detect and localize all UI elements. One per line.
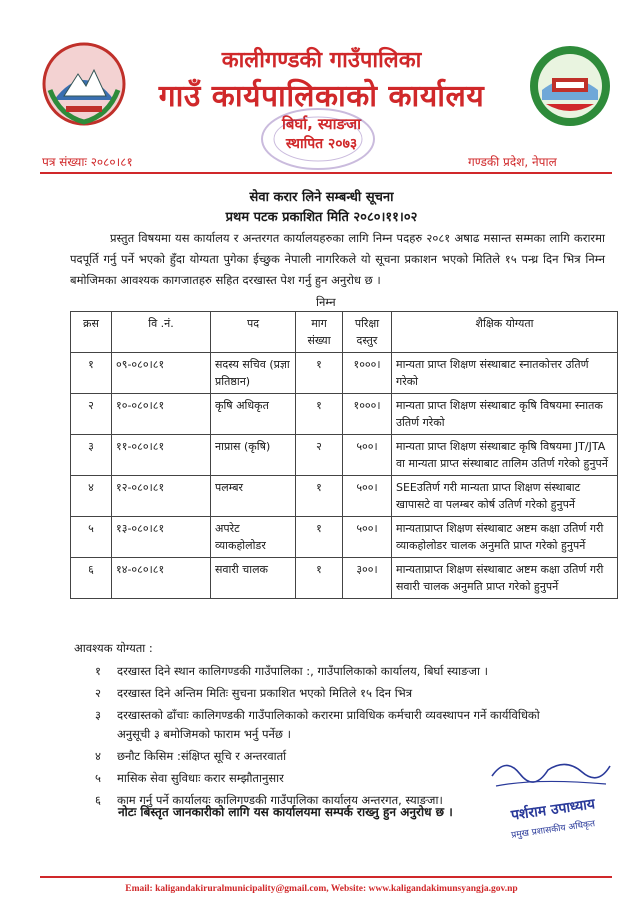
cell-qualification: मान्यताप्राप्त शिक्षण संस्थाबाट अष्टम कक्षा उतिर्ण गरी सवारी चालक अनुमति प्राप्त गरेको हुनुपर्ने [392, 558, 618, 599]
cell-ad-no: ०९-०८०।८१ [112, 353, 211, 394]
footer-divider [40, 876, 612, 878]
cell-fee: ५००। [343, 435, 392, 476]
table-header-row [71, 312, 618, 353]
signatory-name: पर्शराम उपाध्याय [510, 796, 596, 824]
cell-post: अपरेट व्याकहोलोडर [211, 517, 296, 558]
cell-qualification: मान्यता प्राप्त शिक्षण संस्थाबाट कृषि विषयमा स्नातक उतिर्ण गरेको [392, 394, 618, 435]
cell-count: १ [296, 558, 343, 599]
cell-count: २ [296, 435, 343, 476]
header-count: माग संख्या [296, 312, 343, 353]
list-item-text: छनौट किसिम :संक्षिप्त सूचि र अन्तरवार्ता [117, 749, 287, 763]
cell-sn: २ [71, 394, 112, 435]
table-row [71, 476, 618, 517]
office-stamp-icon [258, 104, 378, 174]
header-ad-no: वि .नं. [112, 312, 211, 353]
cell-count: १ [296, 517, 343, 558]
cell-ad-no: १०-०८०।८१ [112, 394, 211, 435]
list-item-number: १ [95, 664, 101, 678]
table-row [71, 517, 618, 558]
table-caption: निम्न [316, 295, 336, 309]
header-qualification: शैक्षिक योग्यता [392, 312, 618, 353]
signature-icon [486, 752, 616, 792]
cell-ad-no: १४-०८०।८१ [112, 558, 211, 599]
cell-sn: ६ [71, 558, 112, 599]
table-row [71, 435, 618, 476]
list-item [95, 706, 565, 744]
cell-qualification: मान्यता प्राप्त शिक्षण संस्थाबाट कृषि विषयमा JT/JTA वा मान्यता प्राप्त संस्थाबाट तालिम उतिर्ण गरेको हुनुपर्ने [392, 435, 618, 476]
list-item-text: दरखास्त दिने स्थान कालिगण्डकी गाउँपालिका :, गाउँपालिकाको कार्यालय, बिर्घा स्याङजा । [117, 664, 488, 678]
cell-ad-no: ११-०८०।८१ [112, 435, 211, 476]
notice-paragraph: प्रस्तुत विषयमा यस कार्यालय र अन्तरगत कार्यालयहरुका लागि निम्न पदहरु २०८१ अषाढ मसान्त सम्मका लागि करारमा पदपूर्ति गर्नु पर्ने भएको हुँदा योग्यता पुगेका ईच्छुक नेपाली नागरिकले यो सूचना प्रकाशन भएको मितिले १५ पन्ध्र दिन भित्र निम्न बमोजिमका आवश्यक कागजातहरु सहित दरखास्त पेश गर्नु हुन अनुरोध छ । [70, 231, 605, 287]
cell-count: १ [296, 476, 343, 517]
list-item-number: ३ [95, 708, 101, 722]
table-row [71, 394, 618, 435]
cell-count: १ [296, 353, 343, 394]
header-sn: क्रस [71, 312, 112, 353]
header-post: पद [211, 312, 296, 353]
letter-number: पत्र संख्याः २०८०।८१ [42, 155, 133, 169]
list-item-number: ५ [95, 771, 101, 785]
requirements-title: आवश्यक योग्यता : [74, 641, 153, 655]
footer-contact: Email: kaligandakiruralmunicipality@gmail.com, Website: www.kaligandakimunsyangja.gov.np [125, 884, 518, 894]
cell-sn: ५ [71, 517, 112, 558]
cell-sn: ३ [71, 435, 112, 476]
table-row [71, 558, 618, 599]
list-item-text: दरखास्त दिने अन्तिम मितिः सुचना प्रकाशित भएको मितिले १५ दिन भित्र [117, 686, 413, 700]
cell-post: पलम्बर [211, 476, 296, 517]
cell-qualification: मान्यता प्राप्त शिक्षण संस्थाबाट स्नातकोत्तर उतिर्ण गरेको [392, 353, 618, 394]
list-item [95, 684, 565, 703]
cell-sn: १ [71, 353, 112, 394]
list-item-number: २ [95, 686, 101, 700]
cell-sn: ४ [71, 476, 112, 517]
cell-fee: १०००। [343, 394, 392, 435]
cell-fee: १०००। [343, 353, 392, 394]
header-divider [40, 172, 612, 174]
cell-qualification: मान्यताप्राप्त शिक्षण संस्थाबाट अष्टम कक्षा उतिर्ण गरी व्याकहोलोडर चालक अनुमति प्राप्त गरेको हुनुपर्ने [392, 517, 618, 558]
cell-fee: ५००। [343, 517, 392, 558]
table-row [71, 353, 618, 394]
cell-post: नाप्रास (कृषि) [211, 435, 296, 476]
list-item-number: ६ [95, 793, 101, 807]
contact-note: नोटः बिस्तृत जानकारीको लागि यस कार्यालयमा सम्पर्क राख्नु हुन अनुरोध छ । [118, 805, 453, 819]
cell-post: कृषि अधिकृत [211, 394, 296, 435]
cell-post: सदस्य सचिव (प्रज्ञा प्रतिष्ठान) [211, 353, 296, 394]
cell-fee: ३००। [343, 558, 392, 599]
signatory-title: प्रमुख प्रशासकीय अधिकृत [510, 819, 596, 841]
vacancy-table [70, 311, 618, 599]
header-fee: परिक्षा दस्तुर [343, 312, 392, 353]
cell-count: १ [296, 394, 343, 435]
notice-title: सेवा करार लिने सम्बन्धी सूचना [249, 190, 394, 205]
office-location: बिर्घा, स्याङजा [281, 115, 362, 133]
list-item-text: दरखास्तको ढाँचाः कालिगण्डकी गाउँपालिकाको करारमा प्राविधिक कर्मचारी व्यवस्थापन गर्ने कार्यविधिको अनुसूची ३ बमोजिमको फाराम भर्नु पर्नेछ । [117, 708, 540, 741]
cell-ad-no: १२-०८०।८१ [112, 476, 211, 517]
province-name: गण्डकी प्रदेश, नेपाल [468, 155, 557, 169]
list-item-text: मासिक सेवा सुविधाः करार सम्झौतानुसार [117, 771, 284, 785]
list-item-number: ४ [95, 749, 101, 763]
municipality-name: कालीगण्डकी गाउँपालिका [221, 48, 422, 73]
cell-fee: ५००। [343, 476, 392, 517]
cell-qualification: SEEउतिर्ण गरी मान्यता प्राप्त शिक्षण संस्थाबाट खापासटे वा पलम्बर कोर्ष उतिर्ण गरेको हुनुपर्ने [392, 476, 618, 517]
cell-post: सवारी चालक [211, 558, 296, 599]
cell-ad-no: १३-०८०।८१ [112, 517, 211, 558]
list-item [95, 662, 565, 681]
established-year: स्थापित २०७३ [285, 136, 358, 152]
publish-date: प्रथम पटक प्रकाशित मिति २०८०।११।०२ [225, 210, 418, 225]
list-item-text: काम गर्नु पर्ने कार्यालयः कालिगण्डकी गाउँपालिका कार्यालय अन्तरगत, स्याङजा। [117, 793, 443, 807]
office-name: गाउँ कार्यपालिकाको कार्यालय [158, 79, 485, 114]
